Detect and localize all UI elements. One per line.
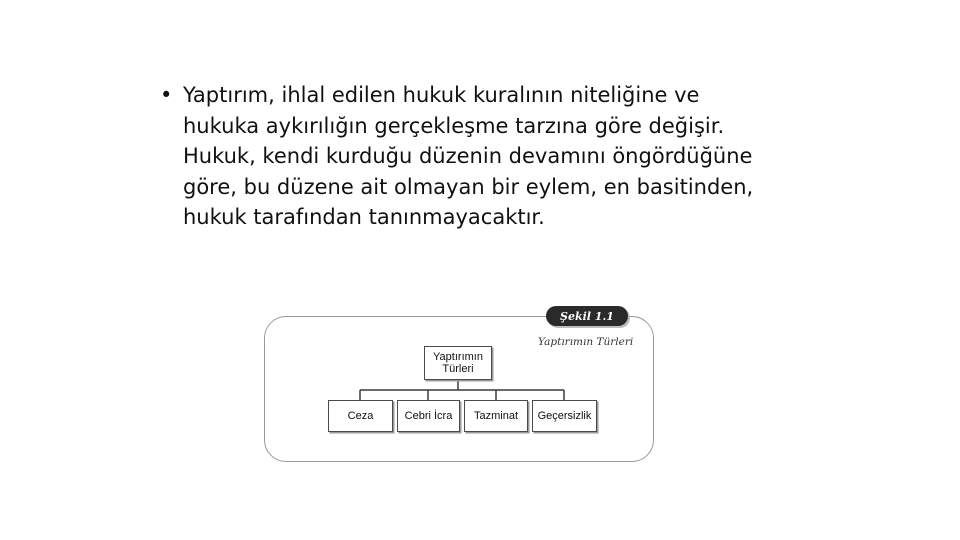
tree-node-tazminat: Tazminat [464,400,528,432]
tree-node-gecersizlik: Geçersizlik [532,400,597,432]
bullet-line-4: göre, bu düzene ait olmayan bir eylem, en basitinden, [183,174,754,199]
tree-node-cebri-icra: Cebri İcra [397,400,460,432]
root-label-line-1: Yaptırımın [433,351,483,363]
bullet-line-1: Yaptırım, ihlal edilen hukuk kuralının niteliğine ve [183,83,700,107]
bullet-paragraph [160,80,860,233]
tree-node-ceza: Ceza [328,400,393,432]
figure-number-badge: Şekil 1.1 [546,306,628,326]
root-label-line-2: Türleri [442,363,474,375]
bullet-item [160,80,860,233]
bullet-line-3: Hukuk, kendi kurduğu düzenin devamını öngördüğüne [183,144,753,168]
bullet-line-5: hukuk tarafından tanınmayacaktır. [183,205,545,229]
bullet-marker: • [160,83,173,107]
bullet-text [183,80,860,233]
figure-subtitle: Yaptırımın Türleri [538,336,634,348]
figure-yaptirim-turleri [264,306,656,464]
tree-connectors [264,306,656,464]
bullet-line-2: hukuka aykırılığın gerçekleşme tarzına göre değişir. [183,113,725,138]
tree-root-node [424,346,492,380]
